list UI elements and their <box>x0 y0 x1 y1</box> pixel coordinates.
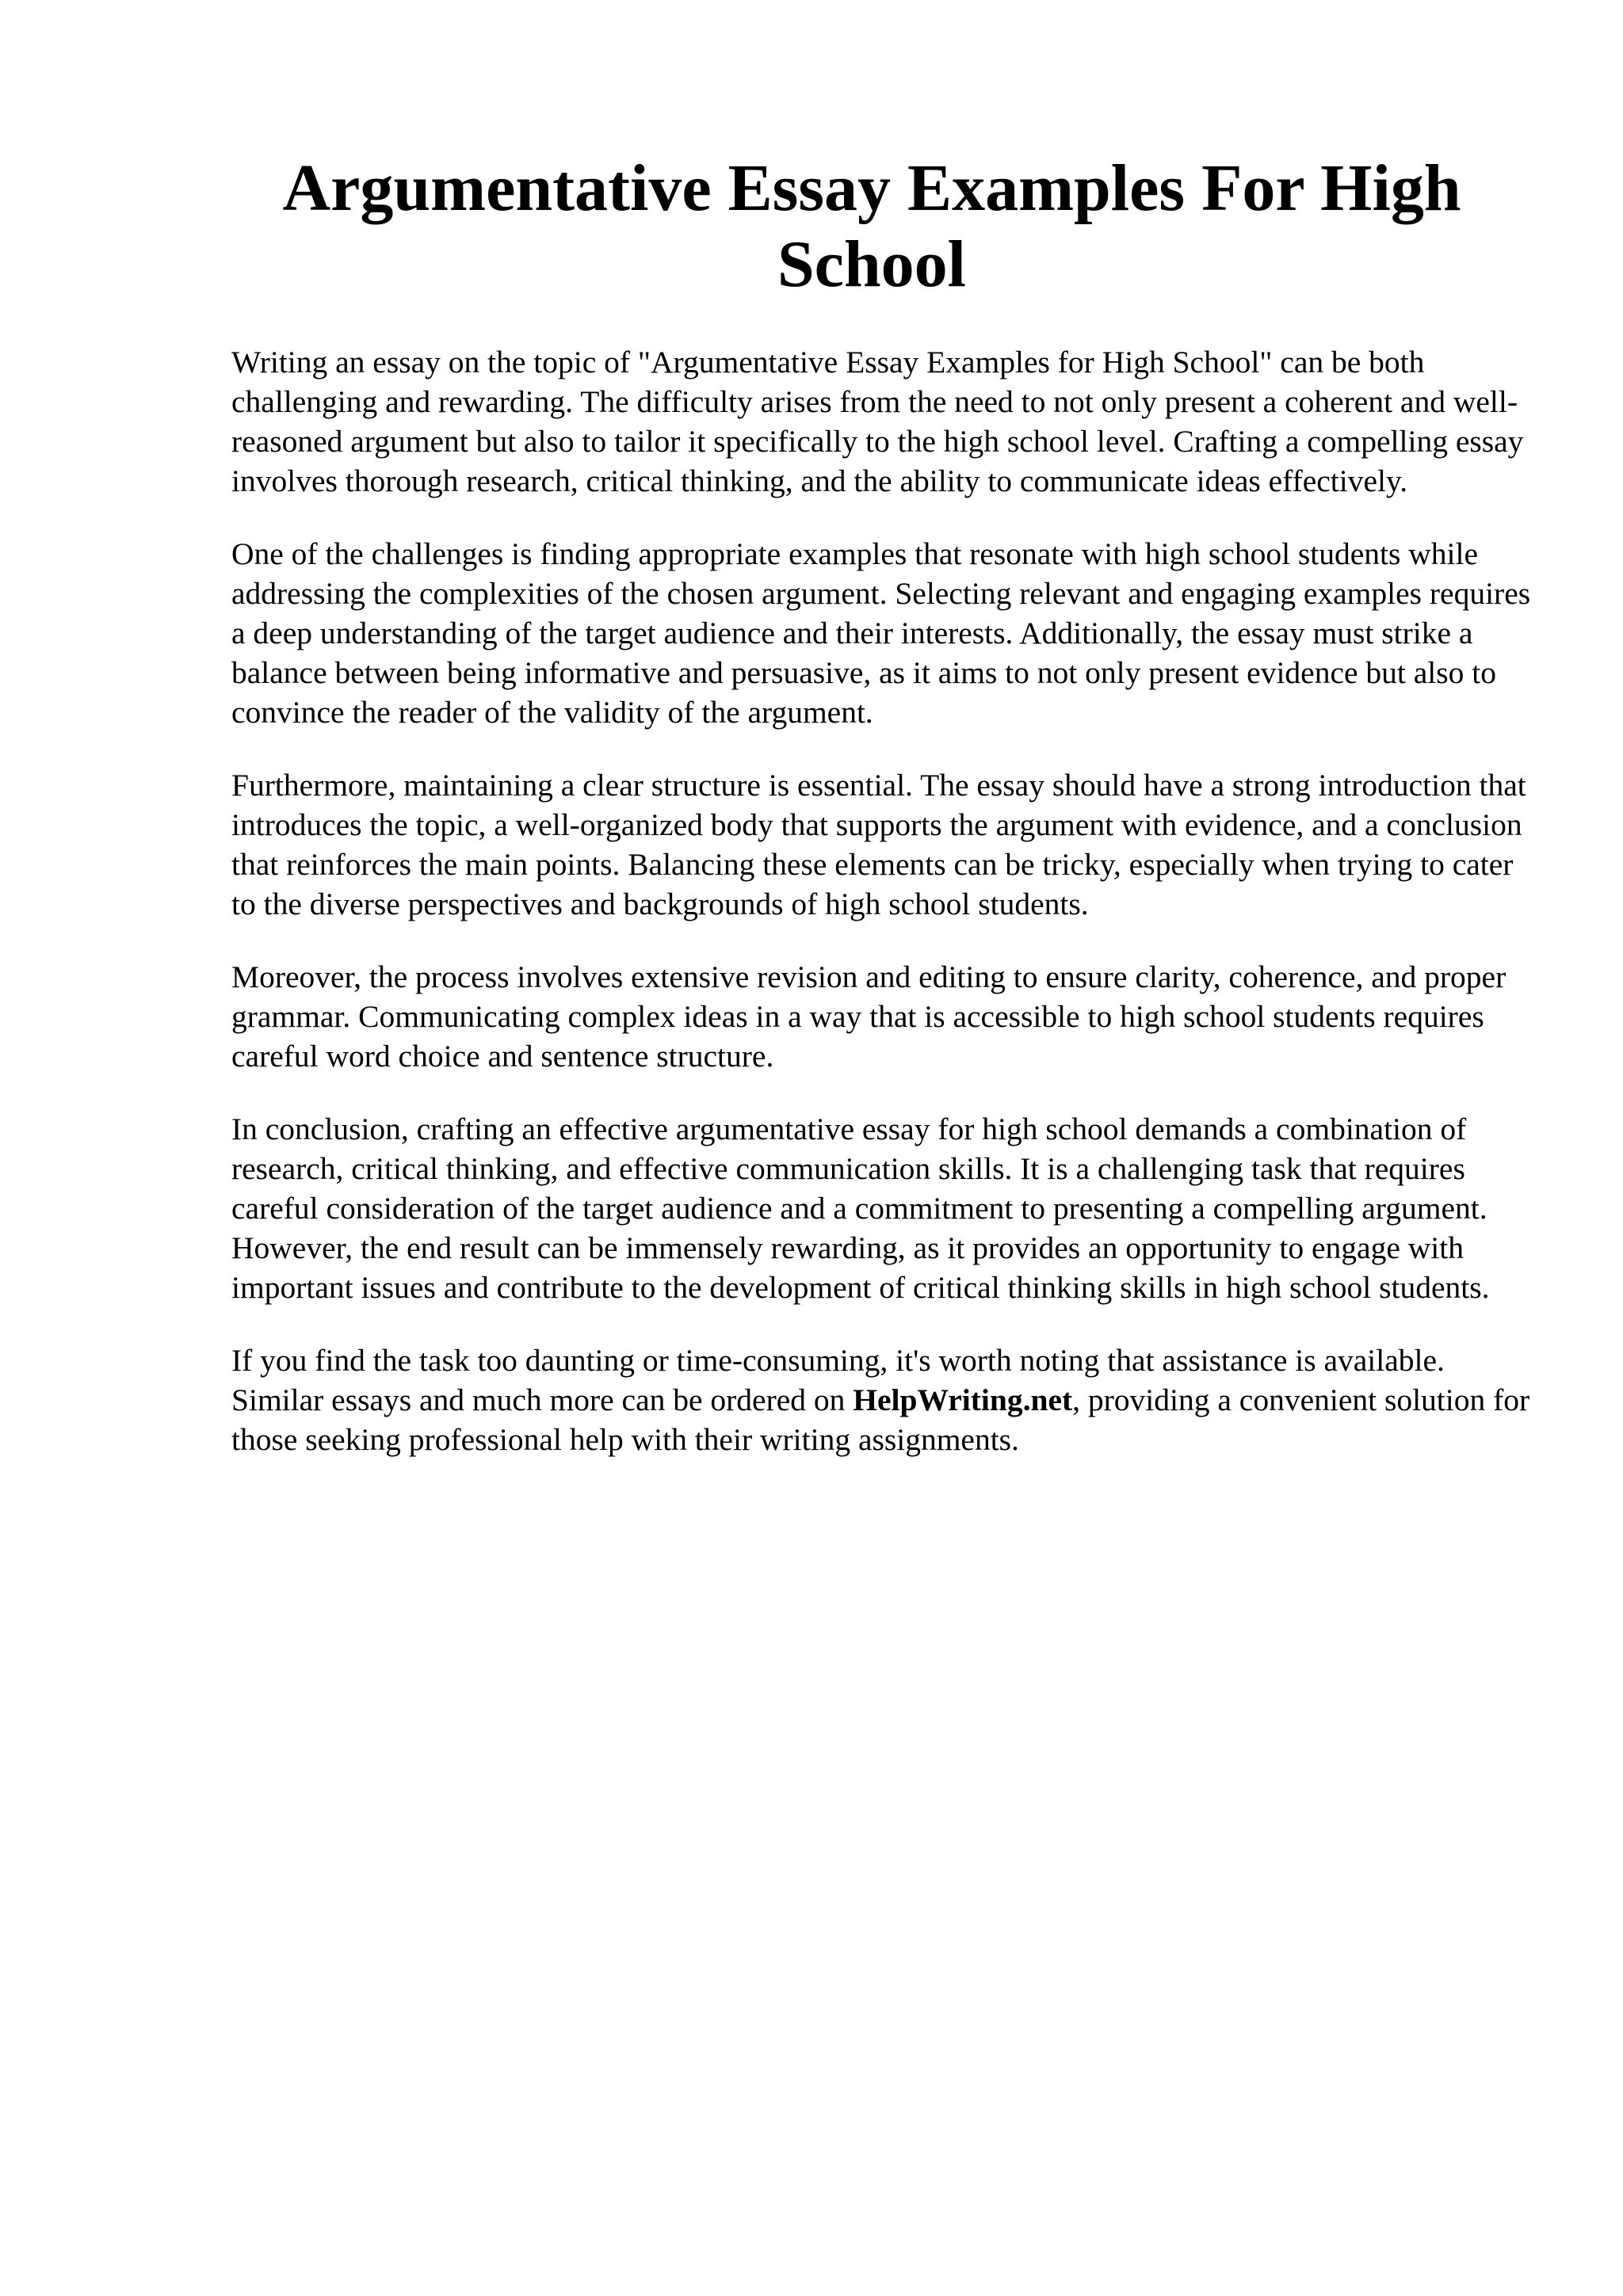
paragraph-intro: Writing an essay on the topic of "Argumentative Essay Examples for High School" can be both challenging and rewarding. The difficulty arises from the need to not only present a coherent and well-reasoned argument but also to tailor it specifically to the high school level. Crafting a compelling essay involves thorough research, critical thinking, and the ability to communicate ideas effectively. <box>231 345 1524 498</box>
paragraph-conclusion: In conclusion, crafting an effective argumentative essay for high school demands a combination of research, critical thinking, and effective communication skills. It is a challenging task that requires careful consideration of the target audience and a commitment to presenting a compelling argument. However, the end result can be immensely rewarding, as it provides an opportunity to engage with important issues and contribute to the development of critical thinking skills in high school students. <box>231 1112 1490 1305</box>
closing-text-after-link: , providing a convenient solution for those seeking professional help with their writing assignments. <box>231 1383 1530 1457</box>
document-body <box>231 342 1531 1493</box>
paragraph-structure: Furthermore, maintaining a clear structure is essential. The essay should have a strong introduction that introduces the topic, a well-organized body that supports the argument with evidence, and a conclusion that reinforces the main points. Balancing these elements can be tricky, especially when trying to cater to the diverse perspectives and backgrounds of high school students. <box>231 768 1526 921</box>
paragraph-examples: One of the challenges is finding appropriate examples that resonate with high school students while addressing the complexities of the chosen argument. Selecting relevant and engaging examples requires a deep understanding of the target audience and their interests. Additionally, the essay must strike a balance between being informative and persuasive, as it aims to not only present evidence but also to convince the reader of the validity of the argument. <box>231 536 1531 730</box>
page-title: Argumentative Essay Examples For High School <box>282 151 1461 301</box>
helpwriting-link[interactable]: HelpWriting.net <box>853 1383 1073 1417</box>
closing-text-before-link: If you find the task too daunting or time-consuming, it's worth noting that assistance is available. Similar essays and much more can be ordered on <box>231 1343 1445 1417</box>
paragraph-closing <box>231 1341 1531 1459</box>
paragraph-revision: Moreover, the process involves extensive revision and editing to ensure clarity, coherence, and proper grammar. Communicating complex ideas in a way that is accessible to high school students requires careful word choice and sentence structure. <box>231 959 1507 1074</box>
